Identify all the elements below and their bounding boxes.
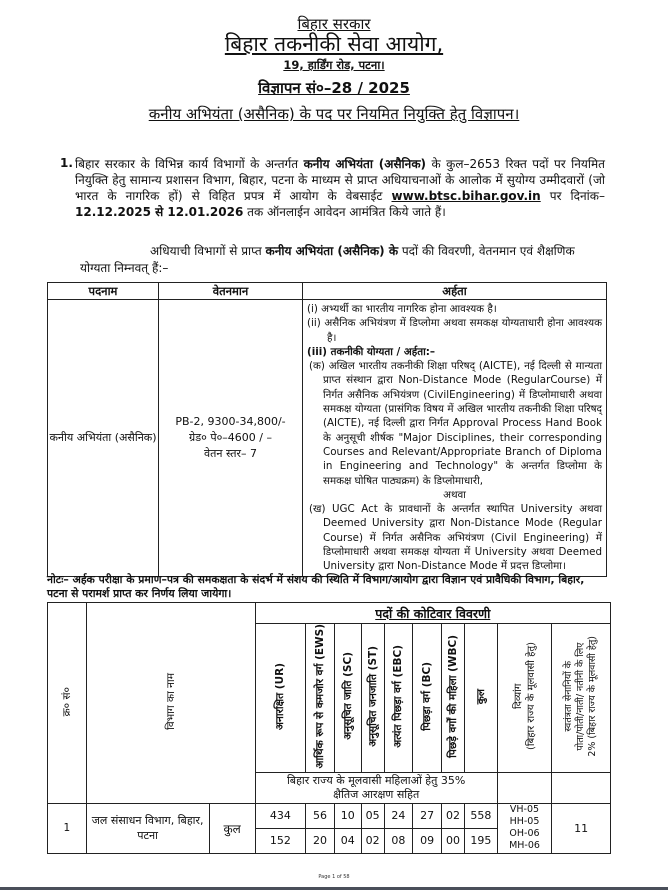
col-qualification: अर्हता — [303, 283, 607, 300]
qualification-table — [47, 282, 607, 577]
address: 19, हार्डिंग रोड, पटना। — [283, 58, 385, 72]
row-label: कुल — [209, 803, 255, 853]
qualification-cell — [303, 300, 607, 577]
row-sno: 1 — [48, 803, 87, 853]
col-post: पदनाम — [48, 283, 159, 300]
qual-or: अथवा — [443, 488, 466, 501]
qual-kha: (ख) UGC Act के प्रावधानों के अन्तर्गत स्थापित University अथवा Deemed University द्वारा Non-Distance Mode (Regular Course) में निर्गत असैनिक अभियंत्रण (Civil Engineering) में डिप्लोमाधारी अथवा समकक्ष योग्यता में University अथवा Deemed University द्वारा Non-Distance Mode में प्रदत्त डिप्लोमा। — [309, 503, 602, 573]
para-2: अधियाची विभागों से प्राप्त कनीय अभियंता (असैनिक) के पदों की विवरणी, वेतनमान एवं शैक्षणिक योग्यता निम्नवत् हैं:– — [80, 244, 575, 275]
date-range: 12.12.2025 से 12.01.2026 — [75, 205, 244, 219]
group-title: पदों की कोटिवार विवरणी — [255, 603, 610, 624]
post-cell: कनीय अभियंता (असैनिक) — [48, 300, 159, 577]
col-ebc: अत्यंत पिछड़ा वर्ग (EBC) — [384, 624, 413, 773]
table-row-women: 152 20 04 02 08 09 00 195 — [48, 828, 611, 853]
women-reservation-note: बिहार राज्य के मूलवासी महिलाओं हेतु 35% क्षैतिज आरक्षण सहित — [255, 772, 497, 803]
col-st: अनुसूचित जनजाति (ST) — [361, 624, 384, 773]
freedom-fighter-count: 11 — [552, 803, 611, 853]
col-ews: आर्थिक रूप से कमजोर वर्ग (EWS) — [306, 624, 335, 773]
para-number: 1. — [60, 156, 73, 170]
commission-heading: बिहार तकनीकी सेवा आयोग, — [224, 32, 444, 56]
col-freedom-fighter: स्वतंत्रता सेनानियों के पोता/पोती/नाती/ नतीनी के लिए 2% (बिहार राज्य के मूलवासी हेतु) — [552, 624, 611, 773]
post-name: कनीय अभियंता (असैनिक) — [303, 157, 427, 171]
page-number: Page 1 of 58 — [318, 874, 350, 880]
col-sno: क्र० सं० — [48, 603, 87, 804]
col-dept: विभाग का नाम — [86, 603, 255, 804]
col-bc: पिछड़ा वर्ग (BC) — [413, 624, 442, 773]
qual-i: (i) अभ्यर्थी का भारतीय नागरिक होना आवश्यक है। — [307, 303, 497, 315]
qual-ka: (क) अखिल भारतीय तकनीकी शिक्षा परिषद् (AICTE), नई दिल्ली से मान्यता प्राप्त संस्थान द्वारा Non-Distance Mode (RegularCourse) में निर्गत असैनिक अभियंत्रण (CivilEngineering) में डिप्लोमाधारी अथवा समकक्ष योग्यता (प्रासंगिक विषय में अखिल भारतीय तकनीकी शिक्षा परिषद् (AICTE), नई दिल्ली द्वारा निर्गत Approval Process Hand Book के अनुसूची शीर्षक "Major Disciplines, their corresponding Courses and Relevant/Appropriate Branch of Diploma in Engineering and Technology" के अन्तर्गत डिप्लोमा के समकक्ष घोषित पाठ्यक्रम) के डिप्लोमाधारी, — [309, 360, 602, 487]
vacancy-table — [47, 602, 611, 854]
govt-heading: बिहार सरकार — [297, 15, 371, 33]
advt-title: कनीय अभियंता (असैनिक) के पद पर नियमित नियुक्ति हेतु विज्ञापन। — [148, 105, 520, 123]
advt-number: विज्ञापन सं०–28 / 2025 — [258, 79, 410, 97]
note: नोटः– अर्हक परीक्षा के प्रमाण–पत्र की समकक्षता के संदर्भ में संशय की स्थिति में विभाग/आयोग द्वारा विज्ञान एवं प्रावैधिकी विभाग, बिहार, पटना से परामर्श प्राप्त कर निर्णय लिया जायेगा। — [47, 573, 585, 600]
col-ur: अनारक्षित (UR) — [255, 624, 306, 773]
qual-ii: (ii) असैनिक अभियंत्रण में डिप्लोमा अथवा समकक्ष योग्यताधारी होना आवश्यक है। — [307, 317, 602, 344]
qual-iii: (iii) तकनीकी योग्यता / अर्हता:– — [307, 345, 436, 358]
col-pay: वेतनमान — [159, 283, 303, 300]
pay-cell: PB-2, 9300-34,800/- ग्रेड० पे०–4600 / – वेतन स्तर– 7 — [159, 300, 303, 577]
row-dept: जल संसाधन विभाग, बिहार, पटना — [86, 803, 209, 853]
col-pwd: दिव्यांग (बिहार राज्य के मूलवासी हेतु) — [497, 624, 552, 773]
col-wbc: पिछड़े वर्गों की महिला (WBC) — [442, 624, 465, 773]
para-1: बिहार सरकार के विभिन्न कार्य विभागों के अन्तर्गत कनीय अभियंता (असैनिक) के कुल–2653 रिक्त पदों पर नियमित नियुक्ति हेतु सामान्य प्रशासन विभाग, बिहार, पटना के माध्यम से प्राप्त अधियाचनाओं के आलोक में सुयोग्य उम्मीदवारों (जो भारत के नागरिक हों) से विहित प्रपत्र में आयोग के वेबसाईट www.btsc.bihar.gov.in पर दिनांक–12.12.2025 से 12.01.2026 तक ऑनलाईन आवेदन आमंत्रित किये जाते हैं। — [75, 157, 606, 219]
website-link[interactable]: www.btsc.bihar.gov.in — [391, 189, 541, 203]
col-total: कुल — [464, 624, 497, 773]
table-row: 1 जल संसाधन विभाग, बिहार, पटना कुल 434 56 10 05 24 27 02 558 VH-05 HH-05 OH-06 MH-06 11 — [48, 803, 611, 828]
pwd-breakdown: VH-05 HH-05 OH-06 MH-06 — [497, 803, 552, 853]
col-sc: अनुसूचित जाति (SC) — [334, 624, 361, 773]
